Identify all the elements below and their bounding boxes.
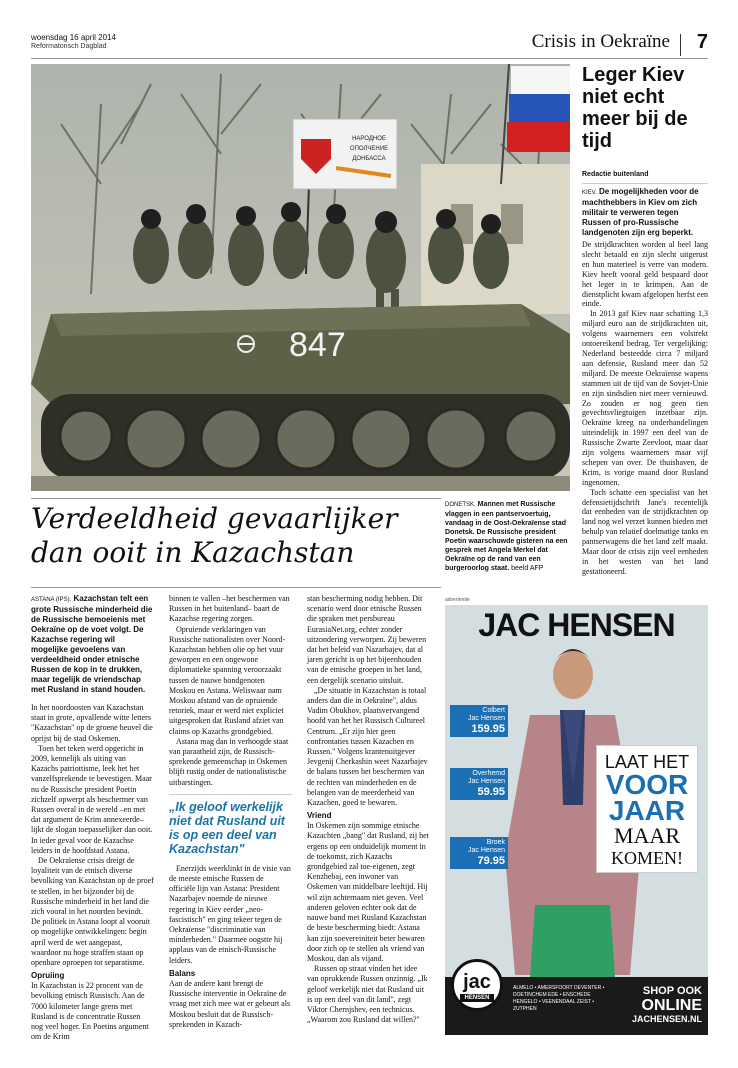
article-paragraph: In Kazachstan is 22 procent van de bevolking etnisch Russisch. Aan de 7000 kilometer lange grens met Rusland is de concentratie Russen nog veel hoger. En Poetins argument om de Krim bbox=[31, 981, 149, 1042]
price-tag-brand: Jac Hensen bbox=[468, 715, 505, 722]
advertisement[interactable] bbox=[445, 605, 708, 1035]
page-number: 7 bbox=[696, 31, 708, 53]
side-article-paragraph: Toch schatte een specialist van het defensietijdschrift Jane's recentelijk dat eenheden van de strijdkrachten op land nog wel verzet kunnen bieden met behulp van relatief doelmatige tanks en pantserwagens die het land zelf maakt. Maar door de crisis zijn veel eenheden in het westen van het land gestationeerd. bbox=[582, 487, 708, 576]
price-tag-item: Colbert bbox=[482, 707, 505, 714]
side-article-paragraph: In 2013 gaf Kiev naar schatting 1,3 miljard euro aan de strijdkrachten uit, volgens waarnemers een volstrekt ontoereikend bedrag. Ter vergelijking: Nederland besteedde circa 7 miljard aan defensie, Rusland meer dan 52 miljard. De meeste Oekraïense wapens stammen uit de tijd van de Sovjet-Unie en zijn sindsdien niet meer vernieuwd. Zo zouden er nog geen tien gevechtsvliegtuigen inzetbaar zijn. Oekraïne kreeg na onderhandelingen uiteindelijk in 1997 een deel van de Russische Zwarte Zeevloot, maar daar zijn volgens waarnemers maar vijf schepen van over. De thuishaven, de Krim, is vorige maand door Rusland ingenomen. bbox=[582, 309, 708, 487]
article-column-3 bbox=[307, 594, 430, 1025]
masthead bbox=[31, 33, 708, 59]
newspaper-name: Reformatorisch Dagblad bbox=[31, 43, 107, 50]
promo-line: KOMEN! bbox=[611, 848, 683, 868]
article-column-1 bbox=[31, 594, 154, 1043]
article-paragraph: In Oskemen zijn sommige etnische Kazachten „bang" dat Rusland, zij het ergens op een onduidelijk moment in de toekomst, zich Kazachs grondgebied zal toe-eigenen, zegt Kenzhebaj, een inwoner van Oskemen van middelbare leeftijd. Hij wil zijn achternaam niet geven. Veel anderen geloven echter ook dat de nauwe band met Rusland Kazachstan de beste bescherming biedt: Astana kan zijn soevereiniteit beter bewaren door zich op te stellen als vriend van Moskou, dan als vijand. bbox=[307, 821, 429, 963]
svg-text:ОПОЛЧЕНИЕ: ОПОЛЧЕНИЕ bbox=[349, 146, 389, 152]
article-column-2 bbox=[169, 594, 292, 1030]
price-tag-brand: Jac Hensen bbox=[468, 847, 505, 854]
promo-line: JAAR bbox=[608, 795, 686, 826]
main-article-headline: Verdeeldheid gevaarlijker dan ooit in Kazachstan bbox=[31, 502, 398, 569]
caption-dateline: DONETSK. bbox=[445, 502, 476, 508]
issue-date: woensdag 16 april 2014 bbox=[31, 33, 116, 42]
price-tag-item: Broek bbox=[486, 839, 505, 846]
advertiser-brand: JAC HENSEN bbox=[478, 607, 675, 643]
price-tag-broek bbox=[450, 837, 508, 869]
main-article-dateline: ASTANA (IPS). bbox=[31, 597, 72, 603]
store-locations: ALMELO • AMERSFOORT DEVENTER • DOETINCHEM EDE • ENSCHEDE HENGELO • VEENENDAAL ZEIST • ZUTPHEN bbox=[513, 985, 605, 1012]
article-paragraph: Opruiende verklaringen van Russische nationalisten over Noord-Kazachstan hebben olie op het vuur geworpen en een ongewone diplomatieke spanning veroorzaakt tussen de nauwe bondgenoten Moskou en Astana. Weliswaar nam Moskou afstand van de opruiende retoriek, maar er werd niet expliciet uitgesproken dat Rusland afziet van claims op Kazachs grondgebied. bbox=[169, 624, 286, 736]
article-paragraph: „De situatie in Kazachstan is totaal anders dan die in Oekraïne", aldus Vadim Obukhov, plaatsvervangend hoofd van het het Russisch Cultureel Centrum. „Er zijn hier geen confrontaties tussen Kazachen en Russen." Volgens krantenuitgever Jevgenij Cherkashin weet Nazarbajev de balans tussen het beschermen van de rechten van minderheden en de belangen van de meerderheid van Kazachen, goed te bewaren. bbox=[307, 685, 428, 808]
article-paragraph: Russen op straat vinden het idee van oprukkende Russen onzinnig. „Ik geloof werkelijk niet dat Rusland uit is op een deel van dit land", zegt Viktor Chernjshev, een technicus. „Waarom zou Rusland dat willen?" bbox=[307, 964, 428, 1025]
caption-credit: beeld AFP bbox=[511, 565, 544, 572]
shop-online[interactable] bbox=[632, 985, 702, 1025]
photo-caption bbox=[445, 500, 570, 573]
side-article-rule bbox=[582, 183, 708, 184]
columns-rule bbox=[31, 587, 441, 588]
shop-url[interactable]: JACHENSEN.NL bbox=[631, 1014, 702, 1024]
side-article-body bbox=[582, 240, 708, 577]
promo-line: LAAT HET bbox=[604, 752, 690, 772]
jac-hensen-logo bbox=[451, 959, 503, 1011]
article-paragraph: Astana mag dan in verhoogde staat van paraatheid zijn, de Russisch-sprekende gemeenschap in Oskemen blijft rustig onder de nationalistische uitbarstingen. bbox=[169, 736, 289, 787]
advertisement-label: advertentie bbox=[445, 597, 470, 603]
promo-line: MAAR bbox=[613, 823, 680, 848]
side-article-lead bbox=[582, 187, 708, 238]
price-tag-brand: Jac Hensen bbox=[468, 778, 505, 785]
article-paragraph: binnen te vallen –het beschermen van Russen in het buitenland– baart de Kazachse regering zorgen. bbox=[169, 594, 290, 624]
price-tag-price: 159.95 bbox=[471, 723, 505, 735]
logo-top: jac bbox=[463, 971, 491, 993]
article-paragraph: Aan de andere kant brengt de Russische interventie in Oekraïne de vraag met zich mee wat er gebeurt als Moskou besluit dat de Russisch-sprekenden in Kazach- bbox=[169, 978, 291, 1029]
price-tag-overhemd bbox=[450, 768, 508, 800]
shop-line: SHOP OOK bbox=[642, 985, 702, 997]
promo-box bbox=[596, 745, 698, 873]
pull-quote: „Ik geloof werkelijk niet dat Rusland uit is op een deel van Kazachstan" bbox=[169, 794, 292, 856]
article-paragraph: Enerzijds weerklinkt in de visie van de meeste etnische Russen de officiële lijn van Astana: President Nazarbajev noemde de nieuwe regering in Kiev eerder „neo-fascistisch" en ging tekeer tegen de Oekraïense "discriminatie van minderheden." Daarmee oogstte hij applaus van de etnisch-Russische leiders. bbox=[169, 863, 291, 965]
side-article-lead-text: De mogelijkheden voor de machthebbers in Kiev om zich militair te verweren tegen Russen of pro-Russische landgenoten zijn erg beperkt. bbox=[582, 187, 699, 237]
article-paragraph: De Oekraïense crisis dreigt de loyaliteit van de etnisch diverse bevolking van Kazachstan op de proef te stellen, in het bijzonder bij de Russische minderheid in het land die zich vooral in het noorden bevindt. De politiek in Astana loopt al vooruit op mogelijke ontwikkelingen: begin april werd de wet aangepast, waardoor nu hoge straffen staan op openbare oproepen tot separatisme. bbox=[31, 856, 154, 968]
vehicle-number: 847 bbox=[289, 326, 346, 364]
price-tag-item: Overhemd bbox=[472, 770, 505, 777]
section-title: Crisis in Oekraïne bbox=[531, 31, 670, 52]
side-article-dateline: KIEV. bbox=[582, 190, 597, 196]
main-article-lead bbox=[31, 594, 154, 695]
price-tag-price: 59.95 bbox=[477, 786, 505, 798]
armored-vehicle-image bbox=[31, 64, 570, 491]
article-paragraph: In het noordoosten van Kazachstan staat in grote, opvallende witte letters "Kazachstan" op de groene heuvel die oprijst bij de stad Oskemen. bbox=[31, 703, 153, 743]
news-photo bbox=[31, 64, 570, 491]
side-article-headline: Leger Kiev niet echt meer bij de tijd bbox=[582, 64, 688, 152]
side-article-byline: Redactie buitenland bbox=[582, 171, 649, 178]
headline-rule bbox=[31, 498, 441, 499]
caption-text: Mannen met Russische vlaggen in een pantservoertuig, vandaag in de Oost-Oekraïense stad Donetsk. De Russische president Poetin waarschuwde gisteren na een gesprek met Angela Merkel dat Oekraïne op de rand van een burgeroorlog staat. bbox=[445, 501, 568, 572]
logo-bottom: HENSEN bbox=[460, 994, 494, 1002]
article-paragraph: Toen het teken werd opgericht in 2009, kennelijk als uiting van Kazachs patriottisme, leek het het vanzelfsprekende te bevestigen. Maar nu de Russische president Poetin zichzelf opwerpt als beschermer van Russen overal in de wereld –en met dat argument de Krim annexeerde– lijkt de slogan toepasselijker dan ooit. In ieder geval voor de Kazachse leiders in de hoofdstad Astana. bbox=[31, 743, 153, 855]
article-paragraph: stan bescherming nodig hebben. Dit scenario werd door etnische Russen die spraken met persbureau EurasiaNet.org, echter zonder uitzondering verworpen. Zij beweren dat het beleid van Nazarbajev, dat al jaren gericht is op het bijeenhouden van de etnische groepen in het land, een dergelijk scenario uitsluit. bbox=[307, 594, 427, 685]
price-tag-colbert bbox=[450, 705, 508, 737]
price-tag-price: 79.95 bbox=[477, 855, 505, 867]
side-article-paragraph: De strijdkrachten worden al heel lang slecht betaald en zijn slecht uitgerust en hun materieel is verre van modern. Kiev heeft vooral geld bespaard door het leger in te krimpen. Aan de dienstplicht kwam afgelopen herfst een einde. bbox=[582, 240, 708, 309]
main-article-lead-text: Kazachstan telt een grote Russische minderheid die de Russische bemoeienis met Oekraïne op de voet volgt. De Kazachse regering wil mogelijke gevoelens van verdeeldheid onder etnische Russen de kop in te drukken, maar tegelijk de vriendschap met Rusland in stand houden. bbox=[31, 594, 153, 694]
subheading-opruiing: Opruiing bbox=[31, 971, 65, 981]
subheading-balans: Balans bbox=[169, 968, 196, 978]
advertisement-footer bbox=[445, 971, 708, 1035]
masthead-divider bbox=[680, 34, 681, 56]
svg-text:НАРОДНОЕ: НАРОДНОЕ bbox=[352, 136, 386, 142]
shop-line: ONLINE bbox=[641, 997, 702, 1014]
subheading-vriend: Vriend bbox=[307, 811, 332, 821]
promo-line: VOOR bbox=[605, 769, 689, 800]
svg-text:ДОНБАССА: ДОНБАССА bbox=[352, 156, 386, 162]
